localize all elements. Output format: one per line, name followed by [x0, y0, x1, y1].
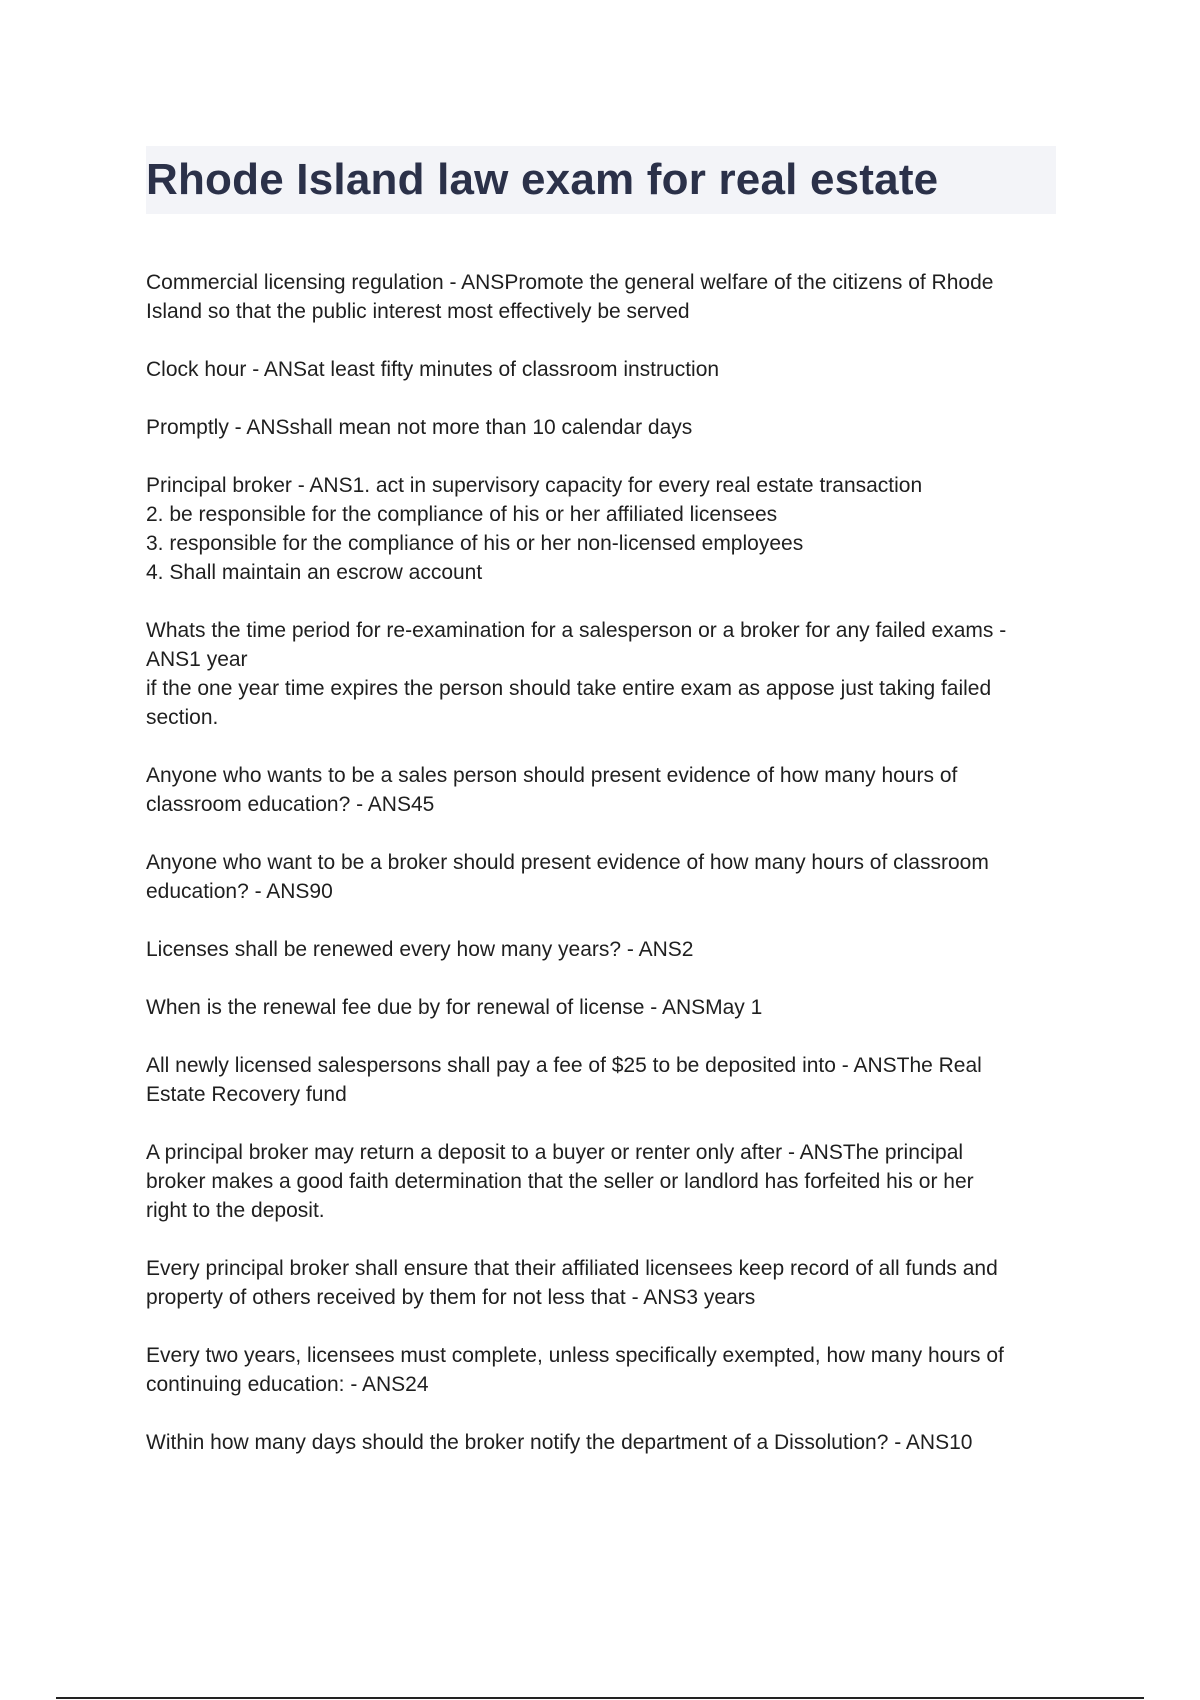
qa-item: Anyone who want to be a broker should present evidence of how many hours of classroom education? - ANS90: [146, 851, 989, 903]
qa-item: Commercial licensing regulation - ANSPromote the general welfare of the citizens of Rhode Island so that the public interest most effectively be served: [146, 271, 994, 323]
qa-item: Licenses shall be renewed every how many years? - ANS2: [146, 938, 694, 961]
qa-item: Every two years, licensees must complete, unless specifically exempted, how many hours of continuing education: - ANS24: [146, 1344, 1004, 1396]
qa-item: Whats the time period for re-examination for a salesperson or a broker for any failed exams - ANS1 year if the one year time expires the person should take entire exam as appose just taking failed section.: [146, 619, 1007, 729]
qa-item: Principal broker - ANS1. act in supervisory capacity for every real estate transaction 2. be responsible for the compliance of his or her affiliated licensees 3. responsible for the compliance of his or her non-licensed employees 4. Shall maintain an escrow account: [146, 474, 923, 584]
page-title: Rhode Island law exam for real estate: [146, 155, 939, 204]
qa-item: When is the renewal fee due by for renewal of license - ANSMay 1: [146, 996, 763, 1019]
qa-item: Within how many days should the broker notify the department of a Dissolution? - ANS10: [146, 1431, 973, 1454]
qa-item: All newly licensed salespersons shall pay a fee of $25 to be deposited into - ANSThe Real Estate Recovery fund: [146, 1054, 982, 1106]
qa-item: Every principal broker shall ensure that their affiliated licensees keep record of all funds and property of others received by them for not less that - ANS3 years: [146, 1257, 998, 1309]
footer-divider: [56, 1697, 1144, 1699]
qa-item: Promptly - ANSshall mean not more than 10 calendar days: [146, 416, 693, 439]
qa-item: Anyone who wants to be a sales person should present evidence of how many hours of classroom education? - ANS45: [146, 764, 958, 816]
qa-list: [146, 268, 1066, 1486]
qa-item: A principal broker may return a deposit to a buyer or renter only after - ANSThe principal broker makes a good faith determination that the seller or landlord has forfeited his or her right to the deposit.: [146, 1141, 974, 1222]
qa-item: Clock hour - ANSat least fifty minutes of classroom instruction: [146, 358, 720, 381]
